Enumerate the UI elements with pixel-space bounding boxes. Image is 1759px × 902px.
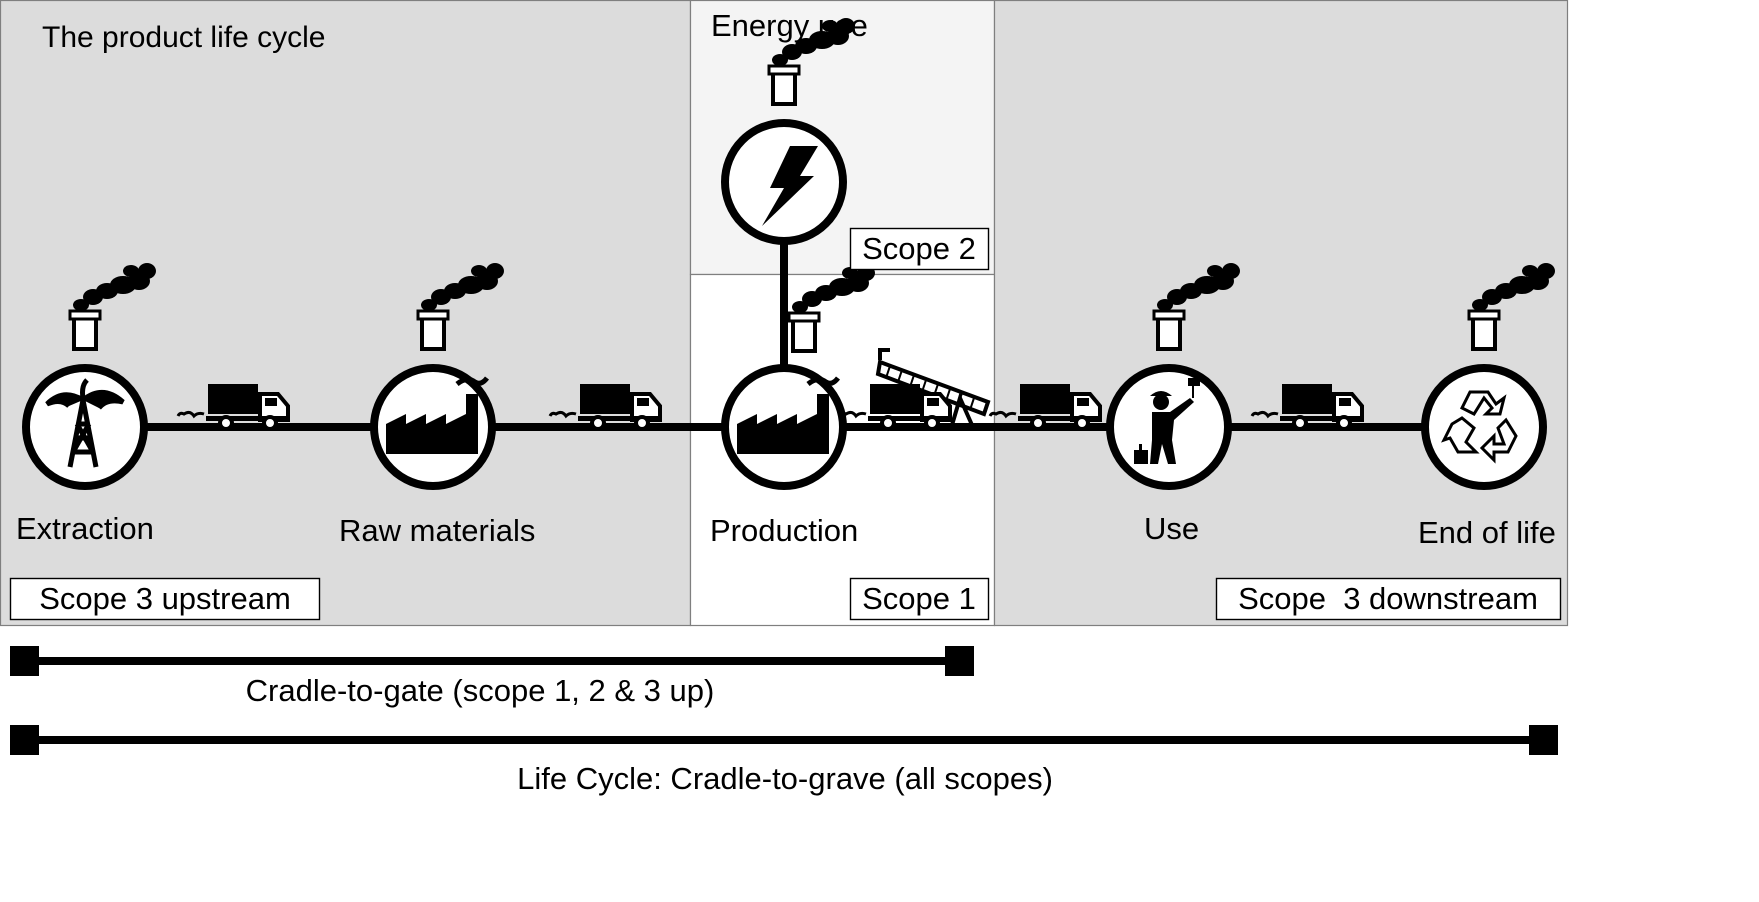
stage-label-raw-materials: Raw materials bbox=[339, 513, 536, 548]
diagram-title: The product life cycle bbox=[42, 21, 326, 54]
scope-label-upstream: Scope 3 upstream bbox=[39, 581, 291, 616]
scope-label-downstream: Scope 3 downstream bbox=[1238, 581, 1538, 616]
scope-box-downstream bbox=[1217, 579, 1561, 620]
scope-label-energy: Scope 2 bbox=[862, 231, 976, 266]
scope-box-energy bbox=[851, 229, 989, 270]
stage-label-production: Production bbox=[710, 513, 859, 548]
stage-label-use: Use bbox=[1144, 511, 1200, 546]
scope-label-direct: Scope 1 bbox=[862, 581, 976, 616]
cradle-to-grave-label: Life Cycle: Cradle-to-grave (all scopes) bbox=[517, 761, 1053, 796]
stage-label-extraction: Extraction bbox=[16, 511, 154, 546]
cradle-to-gate-label: Cradle-to-gate (scope 1, 2 & 3 up) bbox=[245, 673, 715, 708]
energy-label: Energy use bbox=[711, 8, 868, 43]
stage-label-end-of-life: End of life bbox=[1418, 515, 1556, 550]
scope-box-upstream bbox=[11, 579, 320, 620]
scope-box-direct bbox=[851, 579, 989, 620]
cradle-to-gate-bar bbox=[10, 646, 974, 708]
cradle-to-grave-bar bbox=[10, 725, 1558, 796]
